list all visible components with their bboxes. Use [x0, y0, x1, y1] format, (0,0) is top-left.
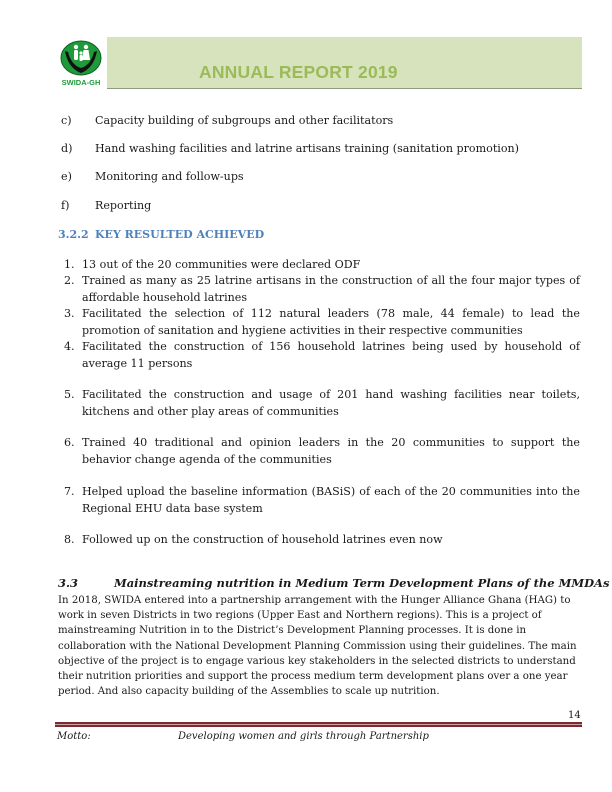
result-item [64, 532, 580, 549]
result-item [64, 339, 580, 372]
result-item [64, 435, 580, 468]
result-marker: 5. [64, 388, 75, 401]
list-text: Hand washing facilities and latrine artisans training (sanitation promotion) [95, 142, 519, 155]
result-text: Followed up on the construction of household latrines even now [82, 533, 443, 546]
section-title: KEY RESULTED ACHIEVED [95, 228, 265, 241]
list-marker: c) [61, 114, 72, 127]
result-item [64, 387, 580, 420]
result-text: Trained 40 traditional and opinion leaders in the 20 communities to support the behavior change agenda of the communities [82, 436, 580, 466]
list-item [61, 114, 393, 127]
motto-text: Developing women and girls through Partnership [178, 731, 429, 742]
list-item [61, 142, 519, 155]
page-number: 14 [568, 710, 581, 721]
result-marker: 7. [64, 485, 75, 498]
result-marker: 2. [64, 274, 75, 287]
result-item [64, 273, 580, 306]
result-text: Facilitated the construction and usage of 201 hand washing facilities near toilets, kitchens and other play areas of communities [82, 388, 580, 418]
list-item [61, 170, 244, 183]
report-title: ANNUAL REPORT 2019 [199, 62, 398, 82]
list-text: Capacity building of subgroups and other facilitators [95, 114, 394, 127]
result-text: Facilitated the selection of 112 natural leaders (78 male, 44 female) to lead the promotion of sanitation and hygiene activities in their respective communities [82, 307, 580, 337]
swida-logo [55, 37, 107, 89]
section-number: 3.3 [58, 576, 79, 590]
footer-divider [55, 722, 582, 727]
section-heading-key-results [58, 228, 264, 241]
list-item [61, 199, 151, 212]
list-marker: f) [61, 199, 70, 212]
motto-label: Motto: [57, 731, 91, 742]
result-marker: 4. [64, 340, 75, 353]
result-item [64, 306, 580, 339]
result-marker: 6. [64, 436, 75, 449]
result-marker: 1. [64, 258, 75, 271]
result-item [64, 257, 580, 274]
list-marker: d) [61, 142, 73, 155]
section-title: Mainstreaming nutrition in Medium Term Development Plans of the MMDAs [114, 576, 610, 590]
result-item [64, 484, 580, 517]
result-text: Trained as many as 25 latrine artisans in the construction of all the four major types of affordable household latrines [82, 274, 580, 304]
hands-family-logo-icon [55, 37, 107, 89]
result-marker: 3. [64, 307, 75, 320]
result-text: 13 out of the 20 communities were declared ODF [82, 258, 361, 271]
nutrition-paragraph: In 2018, SWIDA entered into a partnership arrangement with the Hunger Alliance Ghana (HAG) to work in seven Districts in two regions (Upper East and Northern regions). This is a project of mainstreaming Nutrition in to the District’s Development Planning processes. It is done in collaboration with the National Development Planning Commission using their guidelines. The main objective of the project is to engage various key stakeholders in the selected districts to understand their nutrition priorities and support the process medium term development plans over a one year period. And also capacity building of the Assemblies to scale up nutrition. [58, 595, 577, 698]
svg-text:SWIDA-GH: SWIDA-GH [61, 78, 101, 87]
result-marker: 8. [64, 533, 75, 546]
section-number: 3.2.2 [58, 228, 89, 241]
list-text: Reporting [95, 199, 152, 212]
result-text: Helped upload the baseline information (BASiS) of each of the 20 communities into the Regional EHU data base system [82, 485, 580, 515]
list-text: Monitoring and follow-ups [95, 170, 244, 183]
list-marker: e) [61, 170, 72, 183]
result-text: Facilitated the construction of 156 household latrines being used by household of average 11 persons [82, 340, 580, 370]
section-heading-nutrition [58, 576, 609, 590]
